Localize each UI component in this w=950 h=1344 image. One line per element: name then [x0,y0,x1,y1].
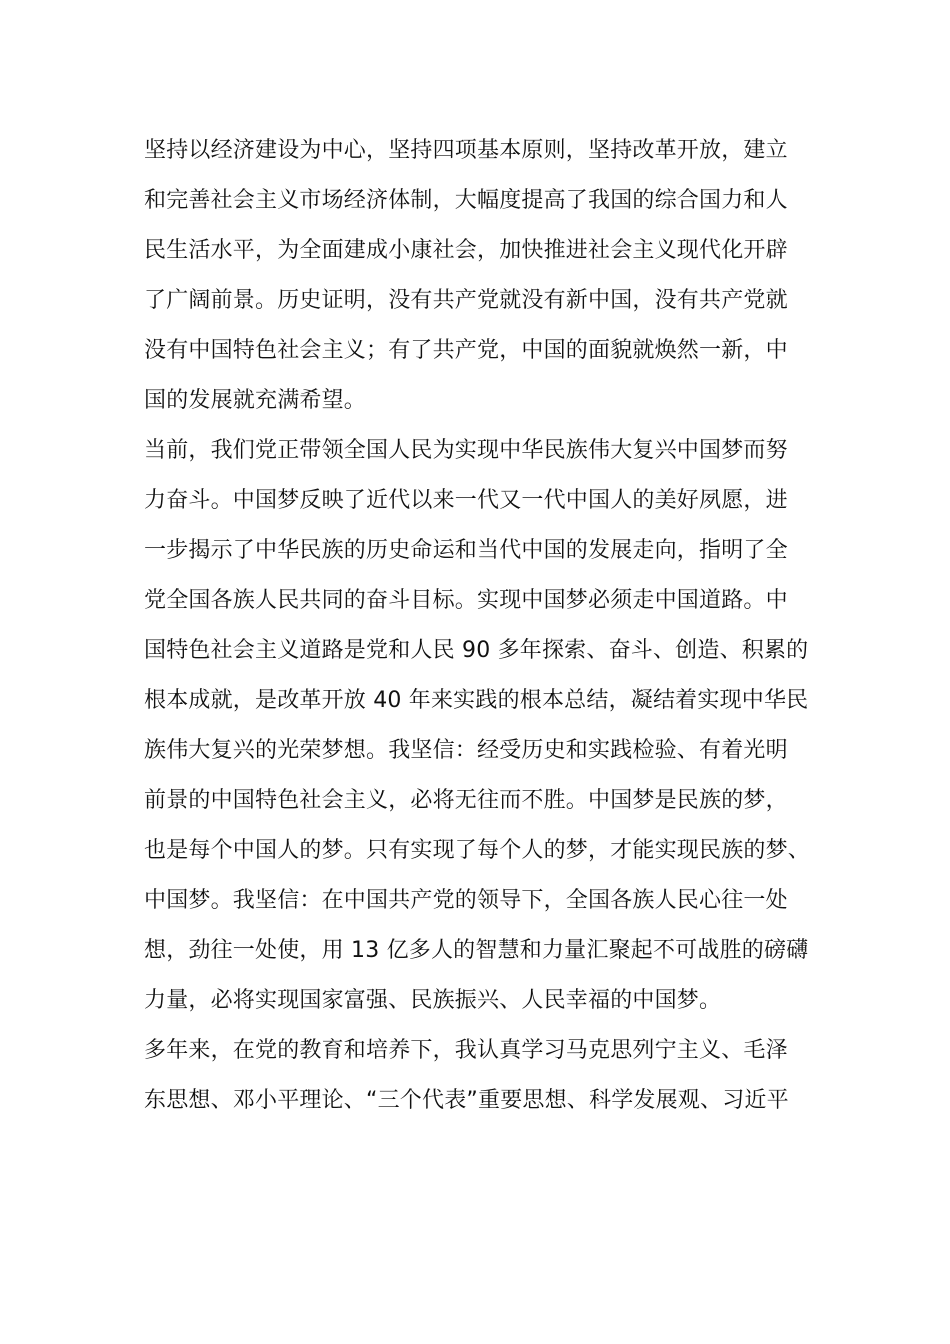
text-line-15: 也是每个中国人的梦。只有实现了每个人的梦，才能实现民族的梦、 [144,838,811,863]
text-line-6: 国的发展就充满希望。 [144,388,367,413]
text-line-14: 前景的中国特色社会主义，必将无往而不胜。中国梦是民族的梦， [144,788,788,813]
text-line-20: 东思想、邓小平理论、“三个代表”重要思想、科学发展观、习近平 [144,1088,789,1113]
text-line-12: 根本成就，是改革开放 40 年来实践的根本总结，凝结着实现中华民 [144,688,809,713]
text-line-1: 坚持以经济建设为中心，坚持四项基本原则，坚持改革开放，建立 [144,138,788,163]
text-line-18: 力量，必将实现国家富强、民族振兴、人民幸福的中国梦。 [144,988,722,1013]
text-line-8: 力奋斗。中国梦反映了近代以来一代又一代中国人的美好夙愿，进 [144,488,788,513]
text-line-7: 当前，我们党正带领全国人民为实现中华民族伟大复兴中国梦而努 [144,438,788,463]
text-line-4: 了广阔前景。历史证明，没有共产党就没有新中国，没有共产党就 [144,288,788,313]
text-line-10: 党全国各族人民共同的奋斗目标。实现中国梦必须走中国道路。中 [144,588,788,613]
text-line-3: 民生活水平，为全面建成小康社会，加快推进社会主义现代化开辟 [144,238,788,263]
text-line-19: 多年来，在党的教育和培养下，我认真学习马克思列宁主义、毛泽 [144,1038,788,1063]
text-line-9: 一步揭示了中华民族的历史命运和当代中国的发展走向，指明了全 [144,538,788,563]
text-line-16: 中国梦。我坚信：在中国共产党的领导下，全国各族人民心往一处 [144,888,788,913]
text-line-5: 没有中国特色社会主义；有了共产党，中国的面貌就焕然一新，中 [144,338,788,363]
document-body [144,126,824,1126]
text-line-17: 想，劲往一处使，用 13 亿多人的智慧和力量汇聚起不可战胜的磅礴 [144,938,809,963]
text-line-2: 和完善社会主义市场经济体制，大幅度提高了我国的综合国力和人 [144,188,788,213]
text-line-11: 国特色社会主义道路是党和人民 90 多年探索、奋斗、创造、积累的 [144,638,809,663]
text-line-13: 族伟大复兴的光荣梦想。我坚信：经受历史和实践检验、有着光明 [144,738,788,763]
